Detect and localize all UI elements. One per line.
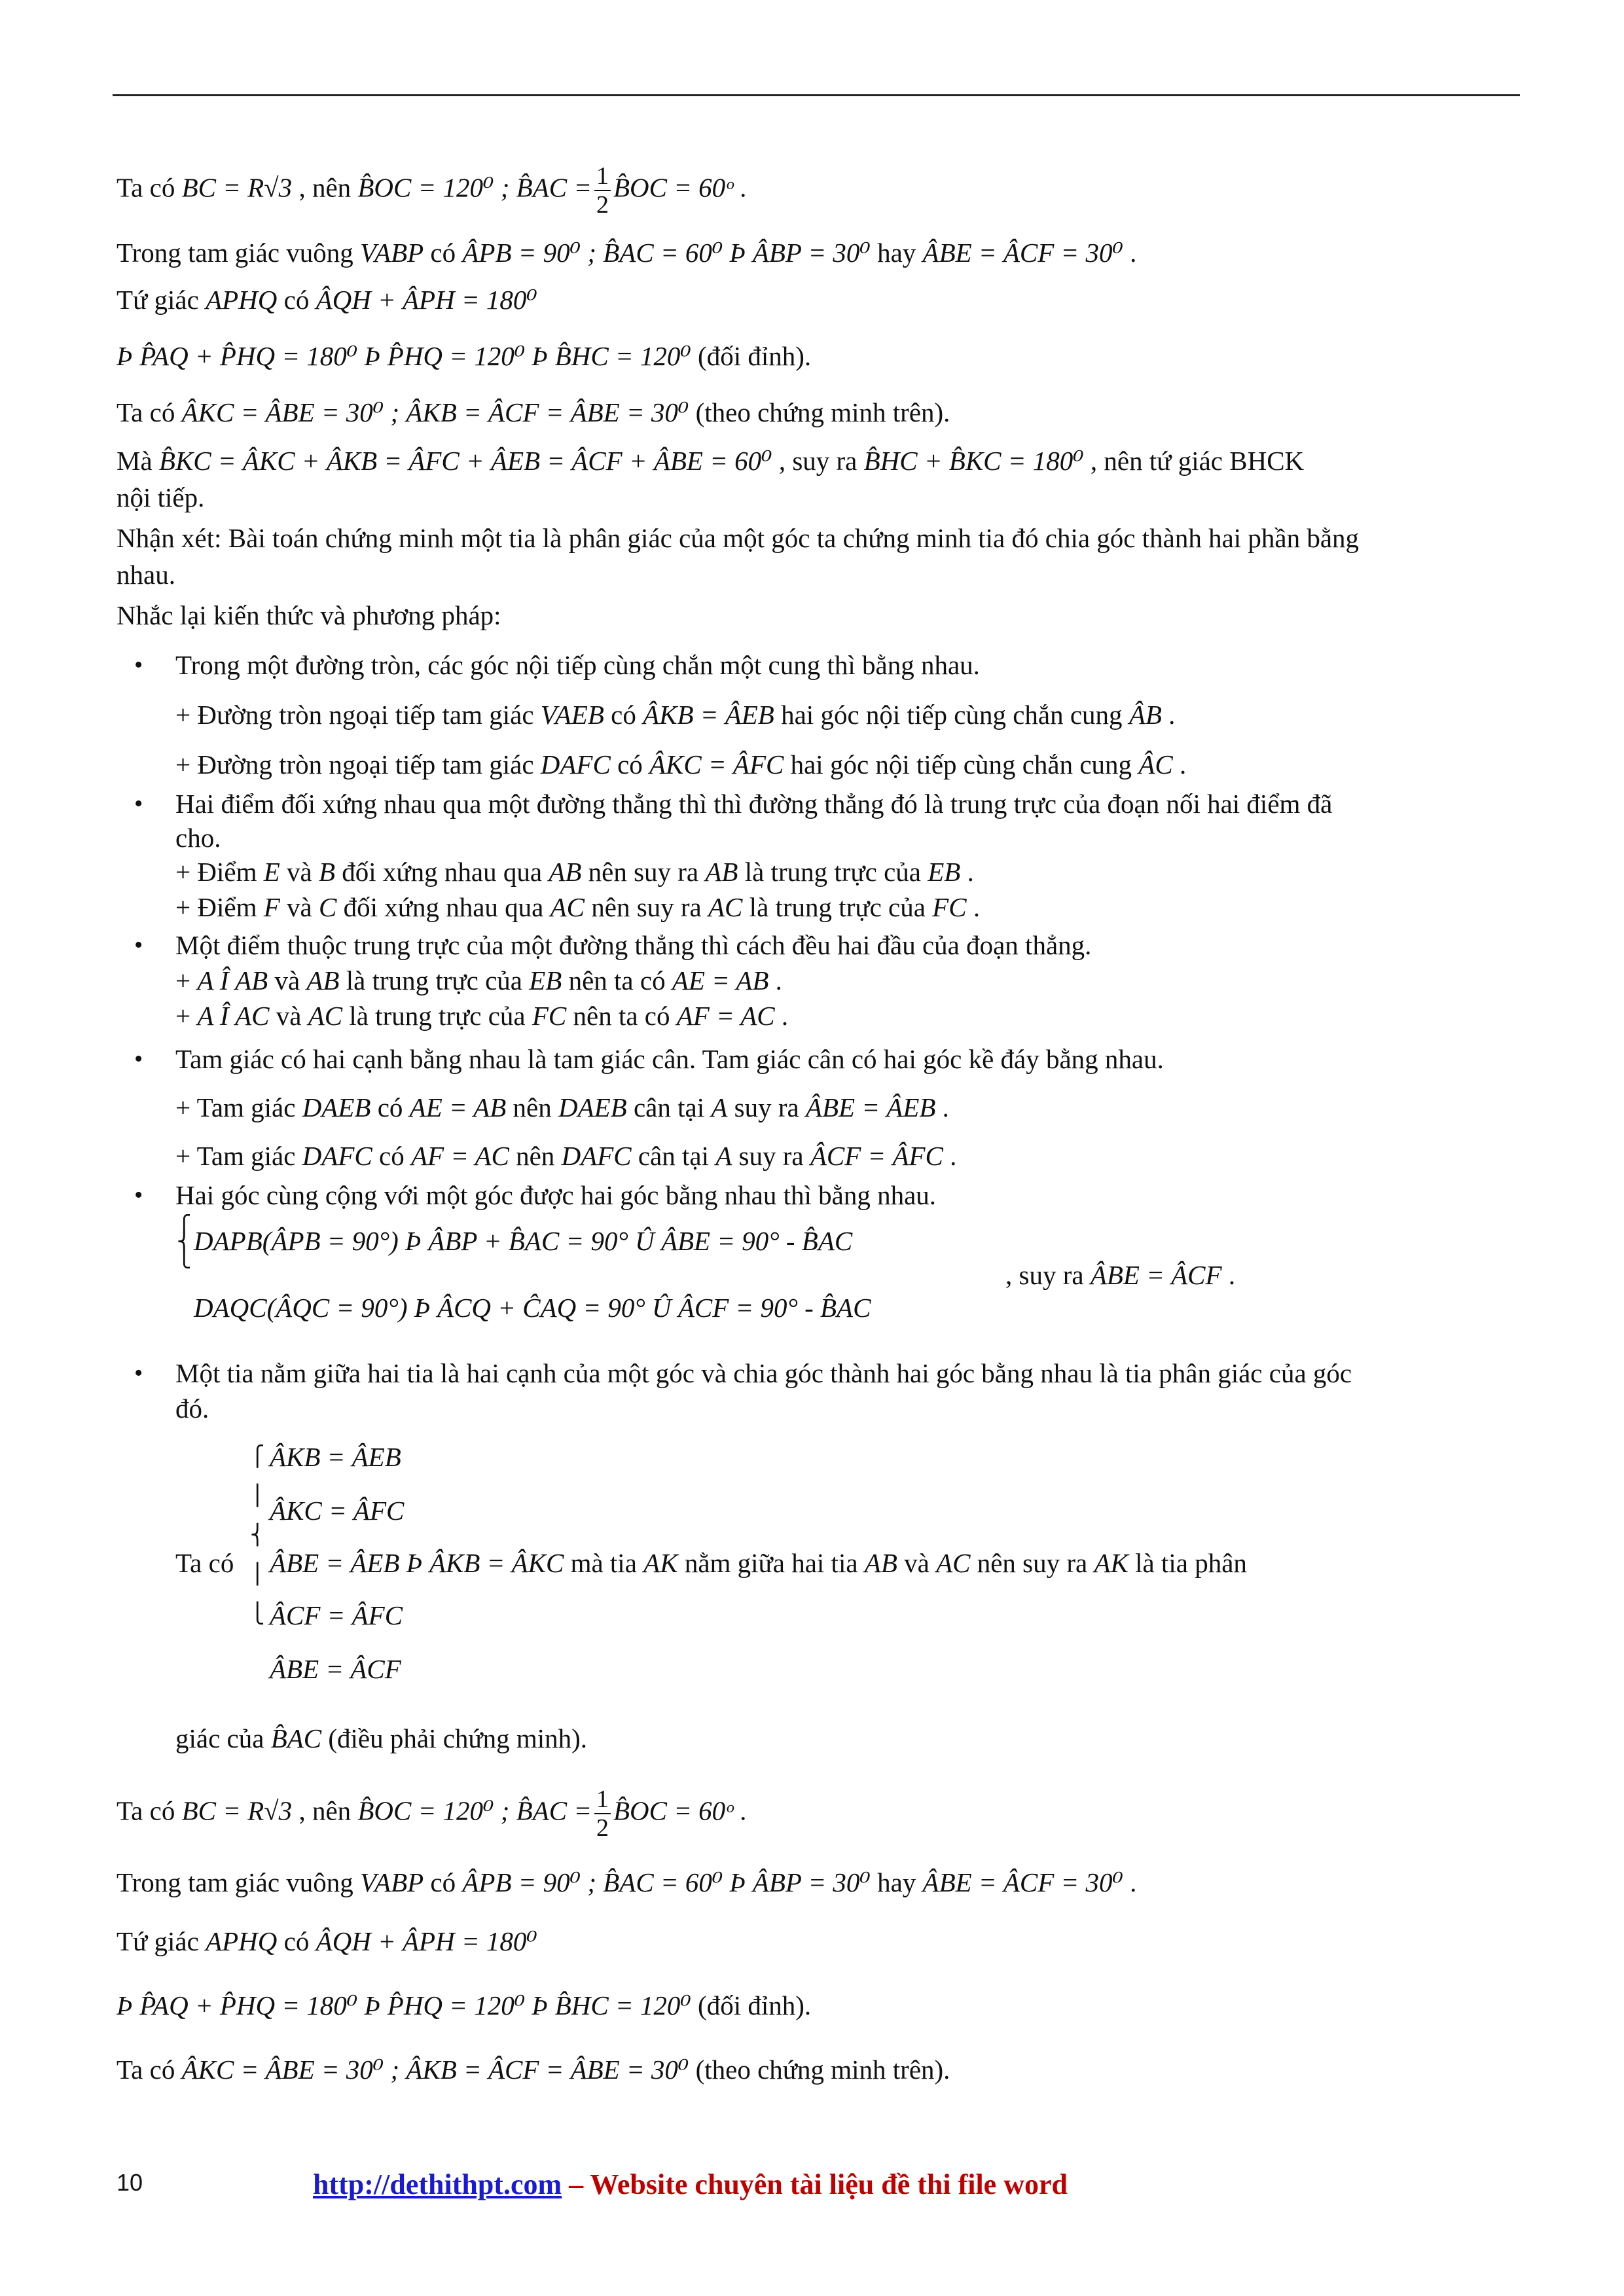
bullet-text: Một tia nằm giữa hai tia là hai cạnh của một góc và chia góc thành hai góc bằng nhau là tia phân giác của góc [175, 1358, 1352, 1388]
bullet-icon: • [134, 1181, 143, 1209]
text-line: Trong tam giác vuông VABP có ÂPB = 90⁰ ; B̂AC = 60⁰ Þ ÂBP = 30⁰ hay ÂBE = ÂCF = 30⁰ . [117, 1867, 1137, 1897]
fraction: $\frac{1}{2}$ [594, 164, 611, 217]
equation-line: DAQC(ÂQC = 90°) Þ ÂCQ + ĈAQ = 90° Û ÂCF = 90° - B̂AC [194, 1293, 871, 1323]
footer-tagline: – Website chuyên tài liệu đề thi file word [562, 2168, 1068, 2200]
text-line: Ta có ÂKC = ÂBE = 30⁰ ; ÂKB = ÂCF = ÂBE = 30⁰ (theo chứng minh trên). [117, 2054, 950, 2085]
equation-line: ÂBE = ÂCF [270, 1654, 401, 1684]
bullet-text: Hai điểm đối xứng nhau qua một đường thẳng thì thì đường thẳng đó là trung trực của đoạn nối hai điểm đã [175, 789, 1333, 819]
text-line: Ta có [175, 1548, 234, 1578]
text-line: Trong tam giác vuông VABP có ÂPB = 90⁰ ; B̂AC = 60⁰ Þ ÂBP = 30⁰ hay ÂBE = ÂCF = 30⁰ . [117, 238, 1137, 268]
text-line: nhau. [117, 560, 175, 590]
system-brace: ⎧ ⎨ ⎩ [177, 1215, 192, 1268]
text-line: Tứ giác APHQ có ÂQH + ÂPH = 180⁰ [117, 1926, 537, 1956]
equation-line: ÂKC = ÂFC [270, 1496, 405, 1526]
text-line: + Điểm F và C đối xứng nhau qua AC nên suy ra AC là trung trực của FC . [175, 892, 981, 922]
text-line: Mà B̂KC = ÂKC + ÂKB = ÂFC + ÂEB = ÂCF + ÂBE = 60⁰ , suy ra B̂HC + B̂KC = 180⁰ , nên tứ giác BHCK [117, 446, 1305, 476]
text-line: + Đường tròn ngoại tiếp tam giác VAEB có ÂKB = ÂEB hai góc nội tiếp cùng chắn cung ÂB . [175, 700, 1176, 730]
header-rule [113, 94, 1520, 96]
bullet-text: Một điểm thuộc trung trực của một đường thẳng thì cách đều hai đầu của đoạn thẳng. [175, 930, 1092, 960]
page-number: 10 [117, 2169, 143, 2196]
equation-line: DAPB(ÂPB = 90°) Þ ÂBP + B̂AC = 90° Û ÂBE = 90° - B̂AC [194, 1226, 853, 1256]
text-line: Þ P̂AQ + P̂HQ = 180⁰ Þ P̂HQ = 120⁰ Þ B̂HC = 120⁰ (đối đỉnh). [117, 1990, 812, 2020]
bullet-text: Hai góc cùng cộng với một góc được hai góc bằng nhau thì bằng nhau. [175, 1180, 937, 1210]
text-line: + A Î AB và AB là trung trực của EB nên ta có AE = AB . [175, 965, 782, 996]
bullet-text: Tam giác có hai cạnh bằng nhau là tam giác cân. Tam giác cân có hai góc kề đáy bằng nhau. [175, 1044, 1164, 1074]
text-line: cho. [175, 823, 221, 853]
text-line: + Tam giác DAFC có AF = AC nên DAFC cân tại A suy ra ÂCF = ÂFC . [175, 1141, 957, 1171]
bullet-text: Trong một đường tròn, các góc nội tiếp cùng chắn một cung thì bằng nhau. [175, 650, 980, 680]
text-line: Ta có BC = R√3 , nên B̂OC = 120⁰ ; B̂AC = $\frac{1}{2}$ B̂OC = 60ᵒ . [117, 162, 747, 219]
footer-banner [313, 2168, 1068, 2201]
fraction: $\frac{1}{2}$ [594, 1787, 611, 1840]
text-line: Ta có BC = R√3 , nên B̂OC = 120⁰ ; B̂AC = $\frac{1}{2}$ B̂OC = 60ᵒ . [117, 1785, 747, 1842]
equation-line: ÂBE = ÂEB Þ ÂKB = ÂKC mà tia AK nằm giữa hai tia AB và AC nên suy ra AK là tia phân [270, 1548, 1247, 1578]
text-line: + Đường tròn ngoại tiếp tam giác DAFC có ÂKC = ÂFC hai góc nội tiếp cùng chắn cung ÂC . [175, 749, 1187, 780]
bullet-icon: • [134, 1359, 143, 1387]
bullet-icon: • [134, 790, 143, 817]
bullet-icon: • [134, 931, 143, 959]
text-line: , suy ra ÂBE = ÂCF . [1005, 1260, 1236, 1290]
text-line: + A Î AC và AC là trung trực của FC nên ta có AF = AC . [175, 1001, 789, 1031]
text-line: Ta có ÂKC = ÂBE = 30⁰ ; ÂKB = ÂCF = ÂBE = 30⁰ (theo chứng minh trên). [117, 397, 950, 427]
text-line: Tứ giác APHQ có ÂQH + ÂPH = 180⁰ [117, 285, 537, 315]
text-line: Þ P̂AQ + P̂HQ = 180⁰ Þ P̂HQ = 120⁰ Þ B̂HC = 120⁰ (đối đỉnh). [117, 341, 812, 371]
bullet-icon: • [134, 651, 143, 679]
text-line: giác của B̂AC (điều phải chứng minh). [175, 1723, 588, 1753]
text-line: Nhắc lại kiến thức và phương pháp: [117, 600, 501, 630]
footer-url-link[interactable]: http://dethithpt.com [313, 2168, 562, 2200]
text-line: Nhận xét: Bài toán chứng minh một tia là phân giác của một góc ta chứng minh tia đó chia góc thành hai phần bằng [117, 523, 1360, 553]
text-line: nội tiếp. [117, 482, 205, 512]
bullet-icon: • [134, 1045, 143, 1073]
equation-line: ÂCF = ÂFC [270, 1600, 403, 1630]
system-brace: ⎧ ⎪ ⎨ ⎪ ⎩ [250, 1446, 265, 1624]
text-line: + Điểm E và B đối xứng nhau qua AB nên suy ra AB là trung trực của EB . [175, 857, 974, 887]
equation-line: ÂKB = ÂEB [270, 1442, 401, 1472]
text-line: đó. [175, 1393, 209, 1424]
text-line: + Tam giác DAEB có AE = AB nên DAEB cân tại A suy ra ÂBE = ÂEB . [175, 1092, 949, 1122]
